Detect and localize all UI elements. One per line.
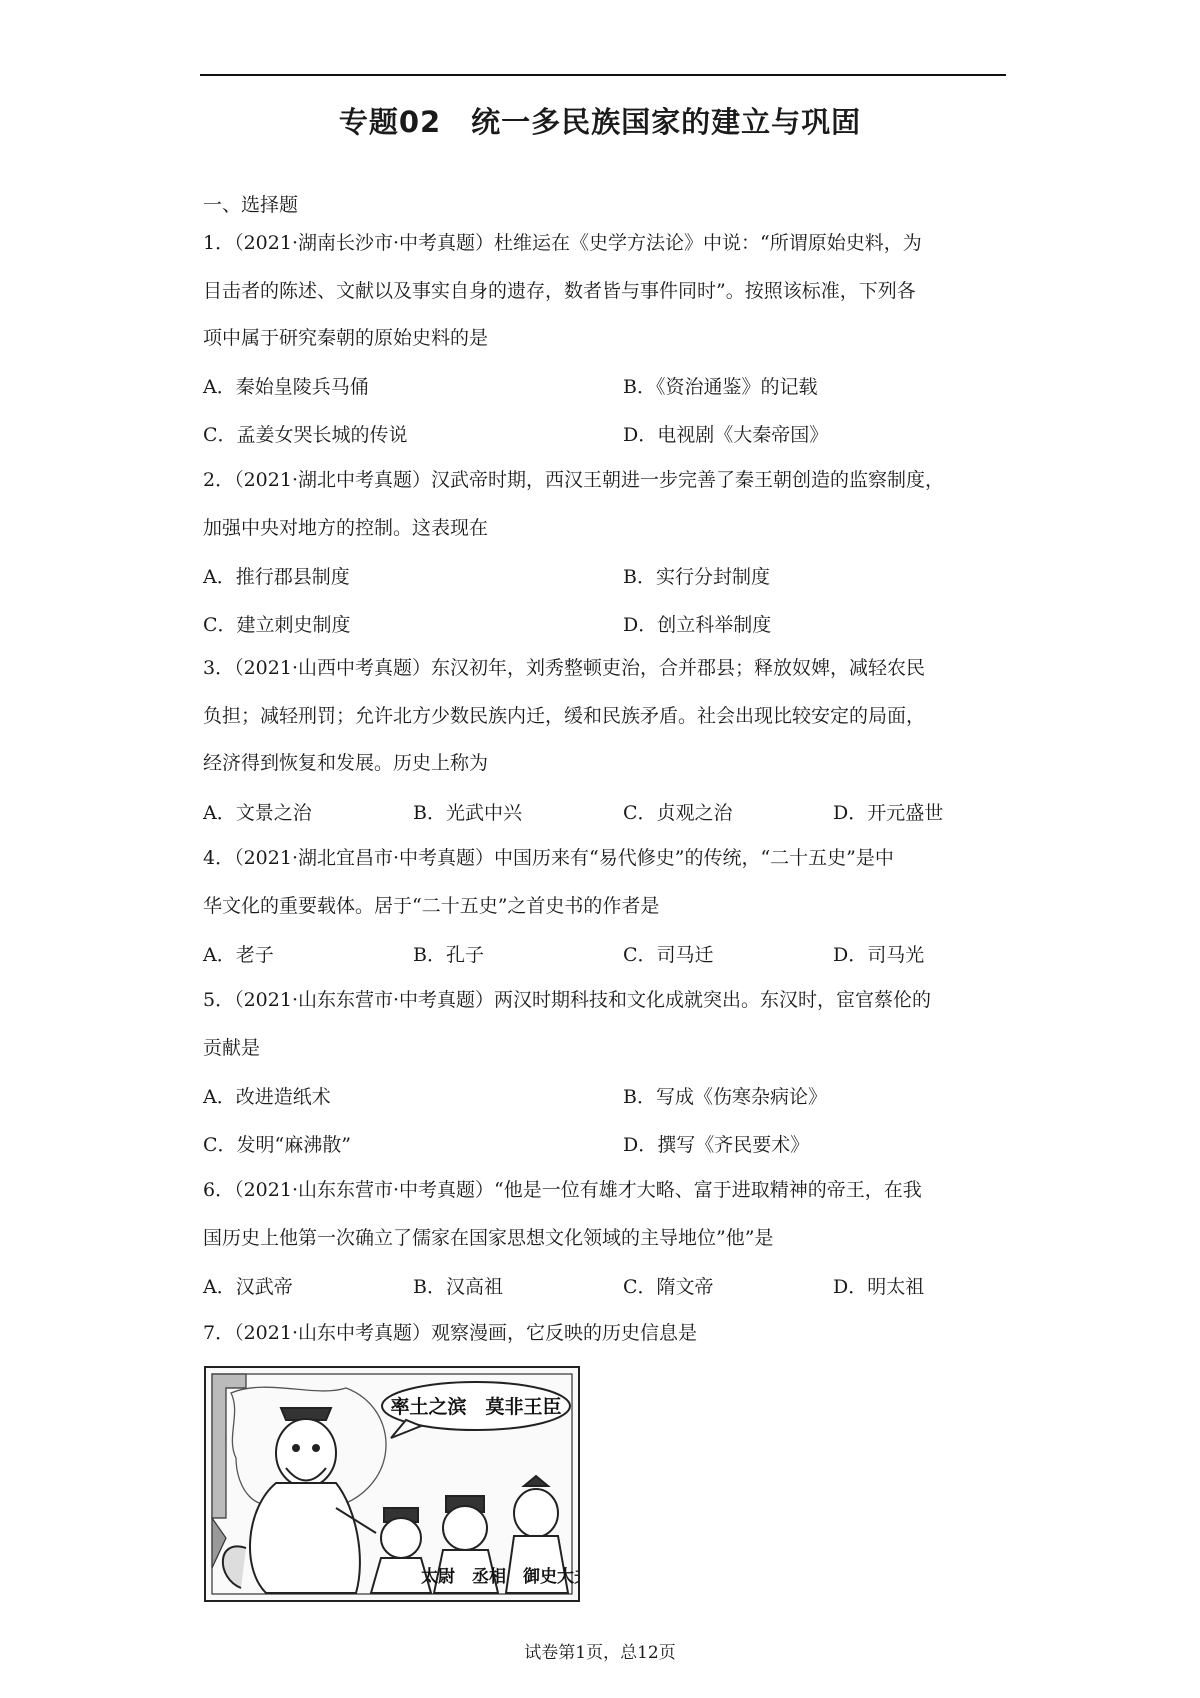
option-a[interactable]: A．推行郡县制度 xyxy=(203,566,350,588)
stem-line: 5．（2021·山东东营市·中考真题）两汉时期科技和文化成就突出。东汉时，宦官蔡伦的 xyxy=(203,989,932,1011)
stem-line: 6．（2021·山东东营市·中考真题）“他是一位有雄才大略、富于进取精神的帝王，在我 xyxy=(203,1179,922,1201)
stem-line: 3．（2021·山西中考真题）东汉初年，刘秀整顿吏治，合并郡县；释放奴婢，减轻农民 xyxy=(203,657,925,679)
cartoon-image xyxy=(204,1366,580,1602)
question-5-stem xyxy=(203,977,1003,1072)
option-c[interactable]: C．隋文帝 xyxy=(623,1276,714,1298)
option-c[interactable]: C．司马迁 xyxy=(623,944,714,966)
option-b[interactable]: B．光武中兴 xyxy=(413,802,522,824)
option-c[interactable]: C．孟姜女哭长城的传说 xyxy=(203,424,408,446)
option-a[interactable]: A．汉武帝 xyxy=(203,1276,293,1298)
stem-line: 经济得到恢复和发展。历史上称为 xyxy=(203,752,489,774)
option-a[interactable]: A．文景之治 xyxy=(203,802,312,824)
option-a[interactable]: A．改进造纸术 xyxy=(203,1086,331,1108)
question-4-stem xyxy=(203,835,1003,930)
option-d[interactable]: D．司马光 xyxy=(833,944,925,966)
question-1-stem xyxy=(203,220,1003,363)
stem-line: 负担；减轻刑罚；允许北方少数民族内迁，缓和民族矛盾。社会出现比较安定的局面， xyxy=(203,704,926,727)
question-3-options xyxy=(203,798,1003,838)
stem-line: 加强中央对地方的控制。这表现在 xyxy=(203,516,489,539)
question-4-options xyxy=(203,940,1003,980)
stem-line: 国历史上他第一次确立了儒家在国家思想文化领域的主导地位”他”是 xyxy=(203,1226,774,1249)
stem-line: 7．（2021·山东中考真题）观察漫画，它反映的历史信息是 xyxy=(203,1322,697,1344)
option-c[interactable]: C．发明“麻沸散” xyxy=(203,1134,351,1156)
question-6-stem xyxy=(203,1167,1003,1262)
option-d[interactable]: D．创立科举制度 xyxy=(623,614,772,636)
page-title: 专题02 统一多民族国家的建立与巩固 xyxy=(338,105,862,139)
option-d[interactable]: D．明太祖 xyxy=(833,1276,925,1298)
option-a[interactable]: A．老子 xyxy=(203,944,274,966)
section-heading: 一、选择题 xyxy=(203,194,299,216)
question-5-options-row2 xyxy=(203,1130,1003,1170)
stem-line: 目击者的陈述、文献以及事实自身的遗存，数者皆与事件同时”。按照该标准，下列各 xyxy=(203,279,916,302)
question-6-options xyxy=(203,1272,1003,1312)
option-a[interactable]: A．秦始皇陵兵马俑 xyxy=(203,376,369,398)
question-2-options xyxy=(203,562,1003,602)
stem-line: 项中属于研究秦朝的原始史料的是 xyxy=(203,327,489,349)
header-rule xyxy=(200,74,1006,76)
option-d[interactable]: D．电视剧《大秦帝国》 xyxy=(623,424,829,446)
stem-line: 2．（2021·湖北中考真题）汉武帝时期，西汉王朝进一步完善了秦王朝创造的监察制度， xyxy=(203,469,944,491)
question-5-options xyxy=(203,1082,1003,1122)
question-2-stem xyxy=(203,457,1003,552)
option-b[interactable]: B．汉高祖 xyxy=(413,1276,503,1298)
option-c[interactable]: C．贞观之治 xyxy=(623,802,733,824)
speech-text: 率土之滨 莫非王臣 xyxy=(390,1396,562,1418)
cartoon-caption: 太尉 丞相 御史大夫 xyxy=(421,1567,578,1587)
option-c[interactable]: C．建立刺史制度 xyxy=(203,614,351,636)
option-b[interactable]: B．实行分封制度 xyxy=(623,566,770,588)
option-b[interactable]: B．孔子 xyxy=(413,944,484,966)
option-b[interactable]: B．《资治通鉴》的记载 xyxy=(623,376,818,398)
question-7-stem xyxy=(203,1310,1003,1358)
question-3-stem xyxy=(203,645,1003,788)
option-d[interactable]: D．开元盛世 xyxy=(833,802,944,824)
page-footer: 试卷第1页，总12页 xyxy=(524,1643,676,1663)
stem-line: 1．（2021·湖南长沙市·中考真题）杜维运在《史学方法论》中说：“所谓原始史料，为 xyxy=(203,232,922,254)
option-b[interactable]: B．写成《伤寒杂病论》 xyxy=(623,1086,827,1108)
question-1-options-row2 xyxy=(203,420,1003,460)
stem-line: 贡献是 xyxy=(203,1036,261,1059)
option-d[interactable]: D．撰写《齐民要术》 xyxy=(623,1134,810,1156)
question-2-options-row2 xyxy=(203,610,1003,650)
stem-line: 华文化的重要载体。居于“二十五史”之首史书的作者是 xyxy=(203,894,660,917)
question-1-options xyxy=(203,372,1003,412)
cartoon-drawing xyxy=(206,1368,578,1600)
stem-line: 4．（2021·湖北宜昌市·中考真题）中国历来有“易代修史”的传统，“二十五史”是中 xyxy=(203,847,894,869)
